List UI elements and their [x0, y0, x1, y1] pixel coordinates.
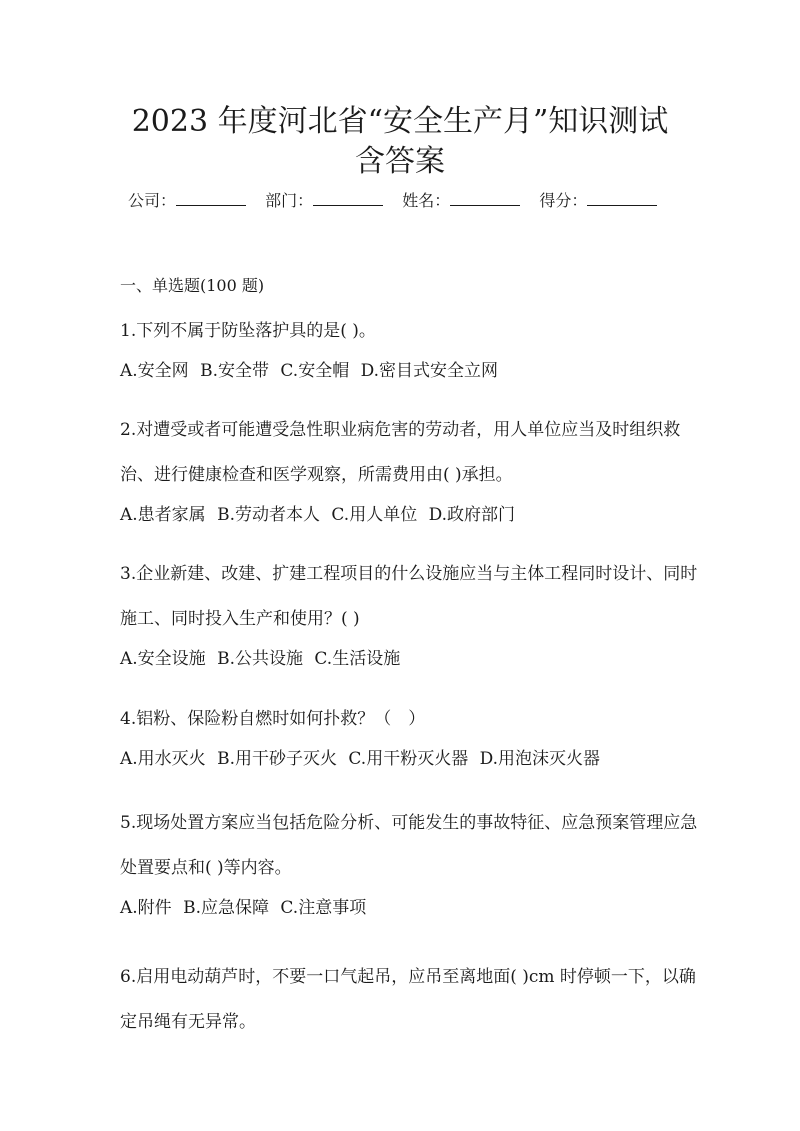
option-d: D.政府部门: [428, 505, 516, 525]
question-options: [120, 893, 700, 923]
option-c: C.注意事项: [280, 898, 367, 918]
info-row: [128, 190, 671, 212]
question-6: [120, 955, 700, 1045]
option-b: B.安全带: [200, 361, 269, 381]
option-a: A.附件: [120, 898, 172, 918]
option-a: A.安全网: [120, 361, 189, 381]
question-5: [120, 801, 700, 923]
question-stem: 5.现场处置方案应当包括危险分析、可能发生的事故特征、应急预案管理应急处置要点和( )等内容。: [120, 813, 698, 878]
question-stem: 1.下列不属于防坠落护具的是( )。: [120, 321, 376, 341]
option-d: D.用泡沫灭火器: [479, 749, 601, 769]
question-options: [120, 644, 700, 674]
name-label: 姓名：: [402, 191, 451, 210]
company-label: 公司：: [128, 191, 177, 210]
question-1: [120, 309, 700, 386]
question-stem: 4.铝粉、保险粉自燃时如何扑救？（ ）: [120, 709, 426, 729]
question-3: [120, 552, 700, 674]
section-title: 一、单选题(100 题): [120, 276, 265, 295]
option-a: A.患者家属: [120, 505, 206, 525]
option-a: A.用水灭火: [120, 749, 206, 769]
company-blank: [176, 191, 246, 206]
option-b: B.劳动者本人: [217, 505, 320, 525]
option-c: C.用干粉灭火器: [348, 749, 469, 769]
question-options: [120, 500, 700, 530]
score-label: 得分：: [539, 191, 588, 210]
option-b: B.公共设施: [217, 649, 303, 669]
score-blank: [587, 191, 657, 206]
score-field: [539, 190, 657, 212]
option-c: C.生活设施: [314, 649, 401, 669]
option-b: B.应急保障: [183, 898, 269, 918]
department-blank: [313, 191, 383, 206]
question-stem: 6.启用电动葫芦时，不要一口气起吊，应吊至离地面( )cm 时停顿一下，以确定吊绳有无异常。: [120, 967, 696, 1032]
question-options: [120, 744, 700, 774]
document-title-line-2: 含答案: [355, 144, 445, 179]
option-a: A.安全设施: [120, 649, 206, 669]
option-c: C.用人单位: [331, 505, 418, 525]
name-field: [402, 190, 520, 212]
department-field: [265, 190, 383, 212]
option-c: C.安全帽: [280, 361, 350, 381]
question-options: [120, 356, 700, 386]
company-field: [128, 190, 246, 212]
option-d: D.密目式安全立网: [360, 361, 499, 381]
question-4: [120, 697, 700, 774]
option-b: B.用干砂子灭火: [217, 749, 337, 769]
document-title-line-1: 2023 年度河北省“安全生产月”知识测试: [131, 104, 669, 139]
question-2: [120, 408, 700, 530]
department-label: 部门：: [265, 191, 314, 210]
name-blank: [450, 191, 520, 206]
question-stem: 2.对遭受或者可能遭受急性职业病危害的劳动者，用人单位应当及时组织救治、进行健康检查和医学观察，所需费用由( )承担。: [120, 420, 681, 485]
question-stem: 3.企业新建、改建、扩建工程项目的什么设施应当与主体工程同时设计、同时施工、同时投入生产和使用？( ): [120, 564, 698, 629]
